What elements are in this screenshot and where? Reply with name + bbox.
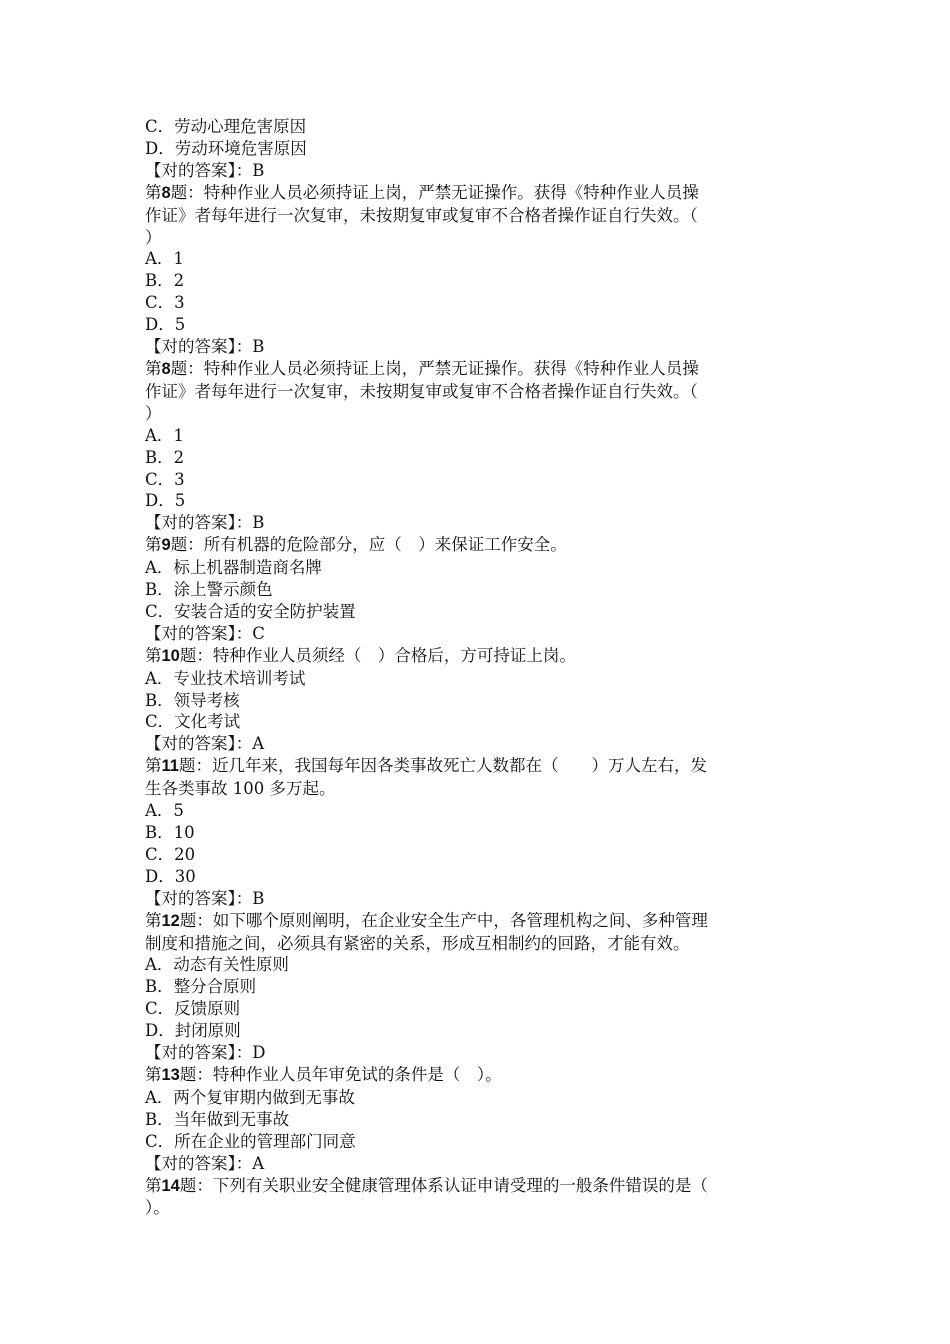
line-text: C．文化考试 <box>145 712 241 732</box>
text-line <box>145 447 810 469</box>
line-text: 题：特种作业人员须经（ ）合格后，方可持证上岗。 <box>179 645 576 665</box>
text-line <box>145 227 810 249</box>
line-text: B．2 <box>145 271 185 291</box>
line-text: 题：特种作业人员年审免试的条件是（ ）。 <box>179 1064 502 1084</box>
line-text: C．劳动心理危害原因 <box>145 117 307 136</box>
text-line <box>145 1020 810 1042</box>
text-line <box>145 1153 810 1175</box>
text-line <box>145 711 810 733</box>
text-line <box>145 403 810 425</box>
text-line <box>145 888 810 910</box>
text-line <box>145 248 810 270</box>
line-text: C．安装合适的安全防护装置 <box>145 601 356 621</box>
text-line <box>145 844 810 866</box>
text-line <box>145 292 810 314</box>
line-text: 【对的答案】：B <box>145 513 265 533</box>
text-line <box>145 733 810 755</box>
text-line <box>145 557 810 579</box>
question-prefix: 第 <box>145 1064 162 1084</box>
line-text: C．所在企业的管理部门同意 <box>145 1131 356 1151</box>
question-prefix: 第 <box>145 645 162 665</box>
line-text: 题：下列有关职业安全健康管理体系认证申请受理的一般条件错误的是（ <box>179 1175 708 1195</box>
text-line <box>145 668 810 690</box>
text-line <box>145 270 810 292</box>
line-text: 生各类事故 100 多万起。 <box>145 779 336 799</box>
text-line <box>145 579 810 601</box>
question-prefix: 第 <box>145 756 162 776</box>
line-text: A．两个复审期内做到无事故 <box>145 1087 355 1107</box>
question-line <box>145 645 810 668</box>
line-text: A．标上机器制造商名牌 <box>145 558 322 578</box>
line-text: C．20 <box>145 844 196 864</box>
question-line <box>145 182 810 205</box>
line-text: A．动态有关性原则 <box>145 955 289 975</box>
document-page <box>145 116 810 1219</box>
text-line <box>145 690 810 712</box>
line-text: 【对的答案】：C <box>145 623 265 643</box>
text-line <box>145 336 810 358</box>
question-number: 8 <box>161 183 171 202</box>
line-text: B．整分合原则 <box>145 977 257 997</box>
line-text: D．30 <box>145 866 196 886</box>
line-text: B．当年做到无事故 <box>145 1109 290 1129</box>
text-line <box>145 490 810 512</box>
line-text: B．2 <box>145 447 185 467</box>
line-text: B．涂上警示颜色 <box>145 580 273 600</box>
text-line <box>145 800 810 822</box>
line-text: 题：特种作业人员必须持证上岗，严禁无证操作。获得《特种作业人员操 <box>170 182 699 202</box>
question-line <box>145 534 810 557</box>
text-line <box>145 314 810 336</box>
line-text: C．3 <box>145 293 185 313</box>
question-line <box>145 755 810 778</box>
text-line <box>145 138 810 160</box>
line-text: ） <box>145 227 162 247</box>
question-number: 13 <box>161 1065 180 1084</box>
question-number: 14 <box>161 1176 180 1195</box>
text-line <box>145 976 810 998</box>
line-text: D．封闭原则 <box>145 1021 241 1041</box>
line-text: A．1 <box>145 425 184 445</box>
question-prefix: 第 <box>145 182 162 202</box>
line-text: B．领导考核 <box>145 690 240 710</box>
question-number: 12 <box>161 911 180 930</box>
line-text: B．10 <box>145 823 195 842</box>
text-line <box>145 954 810 976</box>
line-text: ） <box>145 403 162 423</box>
text-line <box>145 623 810 645</box>
line-text: 【对的答案】：A <box>145 734 265 754</box>
question-number: 9 <box>161 536 171 555</box>
question-number: 10 <box>161 646 180 665</box>
text-line <box>145 512 810 534</box>
line-text: 题：所有机器的危险部分，应（ ）来保证工作安全。 <box>170 535 567 555</box>
text-line <box>145 933 810 955</box>
text-line <box>145 778 810 800</box>
text-line <box>145 866 810 888</box>
line-text: 【对的答案】：B <box>145 160 265 180</box>
line-text: C．3 <box>145 469 185 489</box>
text-line <box>145 822 810 844</box>
question-prefix: 第 <box>145 535 162 555</box>
text-line <box>145 425 810 447</box>
text-line <box>145 160 810 182</box>
line-text: 作证》者每年进行一次复审，未按期复审或复审不合格者操作证自行失效。（ <box>145 381 698 401</box>
line-text: 题：如下哪个原则阐明，在企业安全生产中，各管理机构之间、多种管理 <box>179 910 708 930</box>
line-text: A．专业技术培训考试 <box>145 668 306 688</box>
line-text: C．反馈原则 <box>145 999 241 1019</box>
text-line <box>145 381 810 403</box>
line-text: D．5 <box>145 491 186 511</box>
line-text: 作证》者每年进行一次复审，未按期复审或复审不合格者操作证自行失效。（ <box>145 205 698 225</box>
question-prefix: 第 <box>145 1175 162 1195</box>
question-prefix: 第 <box>145 358 162 378</box>
text-line <box>145 1042 810 1064</box>
text-line <box>145 116 810 138</box>
line-text: 制度和措施之间，必须具有紧密的关系，形成互相制约的回路，才能有效。 <box>145 933 690 953</box>
line-text: D．5 <box>145 315 186 335</box>
question-number: 8 <box>161 359 171 378</box>
text-line <box>145 601 810 623</box>
line-text: 【对的答案】：A <box>145 1153 265 1173</box>
line-text: ）。 <box>145 1198 170 1218</box>
question-number: 11 <box>161 757 179 776</box>
line-text: 【对的答案】：D <box>145 1043 266 1063</box>
question-line <box>145 910 810 933</box>
text-line <box>145 1109 810 1131</box>
line-text: A．5 <box>145 801 184 821</box>
line-text: 题：近几年来，我国每年因各类事故死亡人数都在（ ）万人左右，发 <box>178 756 707 776</box>
question-line <box>145 1064 810 1087</box>
line-text: 题：特种作业人员必须持证上岗，严禁无证操作。获得《特种作业人员操 <box>170 358 699 378</box>
text-line <box>145 469 810 491</box>
text-line <box>145 1087 810 1109</box>
text-line <box>145 998 810 1020</box>
text-line <box>145 1131 810 1153</box>
question-prefix: 第 <box>145 910 162 930</box>
line-text: 【对的答案】：B <box>145 337 265 357</box>
line-text: A．1 <box>145 249 184 269</box>
question-line <box>145 358 810 381</box>
question-line <box>145 1175 810 1198</box>
line-text: 【对的答案】：B <box>145 888 265 908</box>
text-line <box>145 1197 810 1219</box>
text-line <box>145 205 810 227</box>
line-text: D．劳动环境危害原因 <box>145 138 307 158</box>
